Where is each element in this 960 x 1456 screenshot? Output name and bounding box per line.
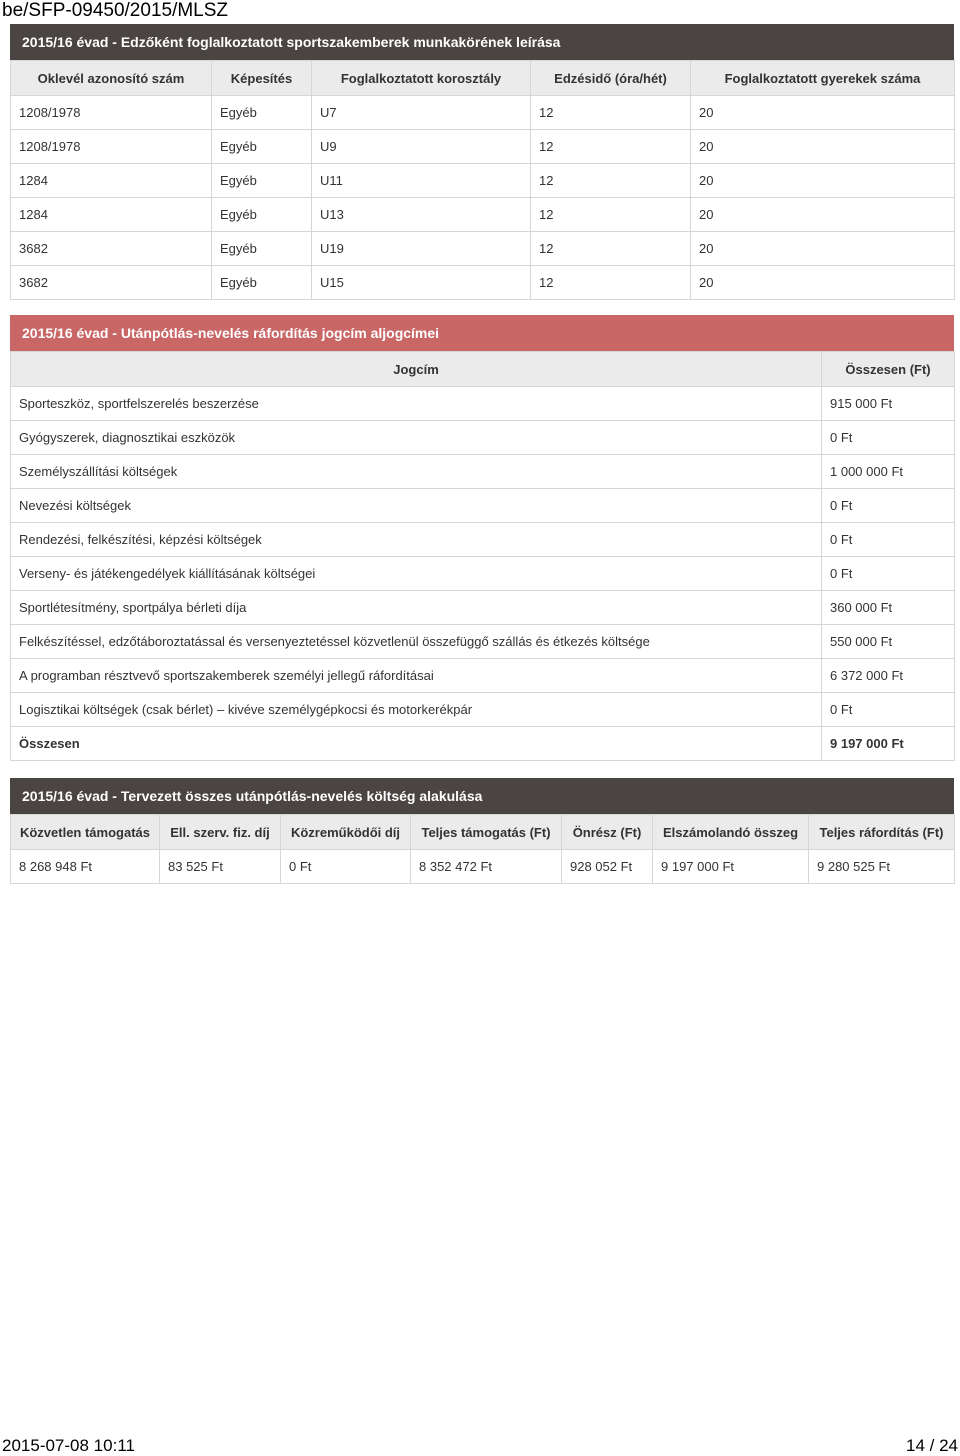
section-title: 2015/16 évad - Utánpótlás-nevelés ráfordítás jogcím aljogcímei [10,315,954,351]
coach-table [10,60,955,300]
table-cell: 20 [691,96,955,130]
column-header: Ell. szerv. fiz. díj [160,815,281,850]
table-header-row [11,815,955,850]
table-cell: 0 Ft [281,850,411,884]
total-label: Összesen [11,727,822,761]
table-cell: Egyéb [212,266,312,300]
table-cell: 20 [691,266,955,300]
table-cell: Egyéb [212,198,312,232]
table-cell: 12 [531,164,691,198]
table-cell: A programban résztvevő sportszakemberek személyi jellegű ráfordításai [11,659,822,693]
total-value: 9 197 000 Ft [822,727,955,761]
coach-job-description-section [10,24,954,300]
table-row [11,164,955,198]
table-cell: 0 Ft [822,557,955,591]
table-cell: U9 [312,130,531,164]
table-cell: 20 [691,232,955,266]
table-row [11,421,955,455]
table-cell: 1208/1978 [11,96,212,130]
table-cell: 360 000 Ft [822,591,955,625]
column-header: Teljes támogatás (Ft) [411,815,562,850]
column-header: Önrész (Ft) [562,815,653,850]
column-header: Összesen (Ft) [822,352,955,387]
column-header: Oklevél azonosító szám [11,61,212,96]
table-cell: 0 Ft [822,421,955,455]
expense-categories-section [10,315,954,761]
table-cell: Logisztikai költségek (csak bérlet) – kivéve személygépkocsi és motorkerékpár [11,693,822,727]
table-cell: 0 Ft [822,523,955,557]
table-row [11,266,955,300]
table-cell: 928 052 Ft [562,850,653,884]
column-header: Edzésidő (óra/hét) [531,61,691,96]
table-cell: 9 197 000 Ft [653,850,809,884]
table-row [11,591,955,625]
table-row [11,557,955,591]
table-cell: U19 [312,232,531,266]
table-cell: 12 [531,130,691,164]
table-cell: 6 372 000 Ft [822,659,955,693]
table-cell: 12 [531,266,691,300]
table-row [11,523,955,557]
table-row [11,198,955,232]
table-cell: Egyéb [212,96,312,130]
table-cell: Egyéb [212,130,312,164]
table-row [11,659,955,693]
table-cell: 12 [531,198,691,232]
column-header: Foglalkoztatott korosztály [312,61,531,96]
section-title: 2015/16 évad - Tervezett összes utánpótlás-nevelés költség alakulása [10,778,954,814]
table-row [11,625,955,659]
column-header: Foglalkoztatott gyerekek száma [691,61,955,96]
table-row [11,232,955,266]
table-cell: 12 [531,96,691,130]
column-header: Képesítés [212,61,312,96]
table-row [11,850,955,884]
planned-costs-table [10,814,955,884]
table-cell: 8 268 948 Ft [11,850,160,884]
table-cell: Egyéb [212,164,312,198]
table-cell: 20 [691,164,955,198]
expense-table [10,351,955,761]
table-cell: 0 Ft [822,489,955,523]
table-cell: 550 000 Ft [822,625,955,659]
table-cell: 1284 [11,198,212,232]
planned-costs-section [10,778,954,884]
column-header: Jogcím [11,352,822,387]
table-cell: 9 280 525 Ft [809,850,955,884]
table-row [11,455,955,489]
table-cell: 8 352 472 Ft [411,850,562,884]
column-header: Teljes ráfordítás (Ft) [809,815,955,850]
table-cell: 915 000 Ft [822,387,955,421]
table-cell: Gyógyszerek, diagnosztikai eszközök [11,421,822,455]
table-row [11,387,955,421]
column-header: Közvetlen támogatás [11,815,160,850]
table-cell: U7 [312,96,531,130]
table-cell: 0 Ft [822,693,955,727]
table-cell: 83 525 Ft [160,850,281,884]
table-cell: Személyszállítási költségek [11,455,822,489]
table-row [11,489,955,523]
table-row [11,96,955,130]
column-header: Közreműködői díj [281,815,411,850]
total-row [11,727,955,761]
footer-timestamp: 2015-07-08 10:11 [2,1436,135,1455]
table-cell: Rendezési, felkészítési, képzési költségek [11,523,822,557]
table-cell: U15 [312,266,531,300]
table-cell: U13 [312,198,531,232]
table-row [11,693,955,727]
table-cell: Felkészítéssel, edzőtáboroztatással és versenyeztetéssel közvetlenül összefüggő szállás és étkezés költsége [11,625,822,659]
table-cell: Egyéb [212,232,312,266]
table-cell: 1 000 000 Ft [822,455,955,489]
table-cell: 1208/1978 [11,130,212,164]
table-cell: 3682 [11,266,212,300]
document-id: be/SFP-09450/2015/MLSZ [2,0,229,21]
table-cell: Verseny- és játékengedélyek kiállításának költségei [11,557,822,591]
table-row [11,130,955,164]
table-cell: U11 [312,164,531,198]
table-cell: Nevezési költségek [11,489,822,523]
table-cell: 12 [531,232,691,266]
table-cell: 20 [691,198,955,232]
section-title: 2015/16 évad - Edzőként foglalkoztatott sportszakemberek munkakörének leírása [10,24,954,60]
table-cell: 3682 [11,232,212,266]
table-cell: Sportlétesítmény, sportpálya bérleti díja [11,591,822,625]
footer-page-number: 14 / 24 [906,1436,958,1455]
table-header-row [11,61,955,96]
table-cell: Sporteszköz, sportfelszerelés beszerzése [11,387,822,421]
table-cell: 1284 [11,164,212,198]
table-header-row [11,352,955,387]
table-cell: 20 [691,130,955,164]
column-header: Elszámolandó összeg [653,815,809,850]
